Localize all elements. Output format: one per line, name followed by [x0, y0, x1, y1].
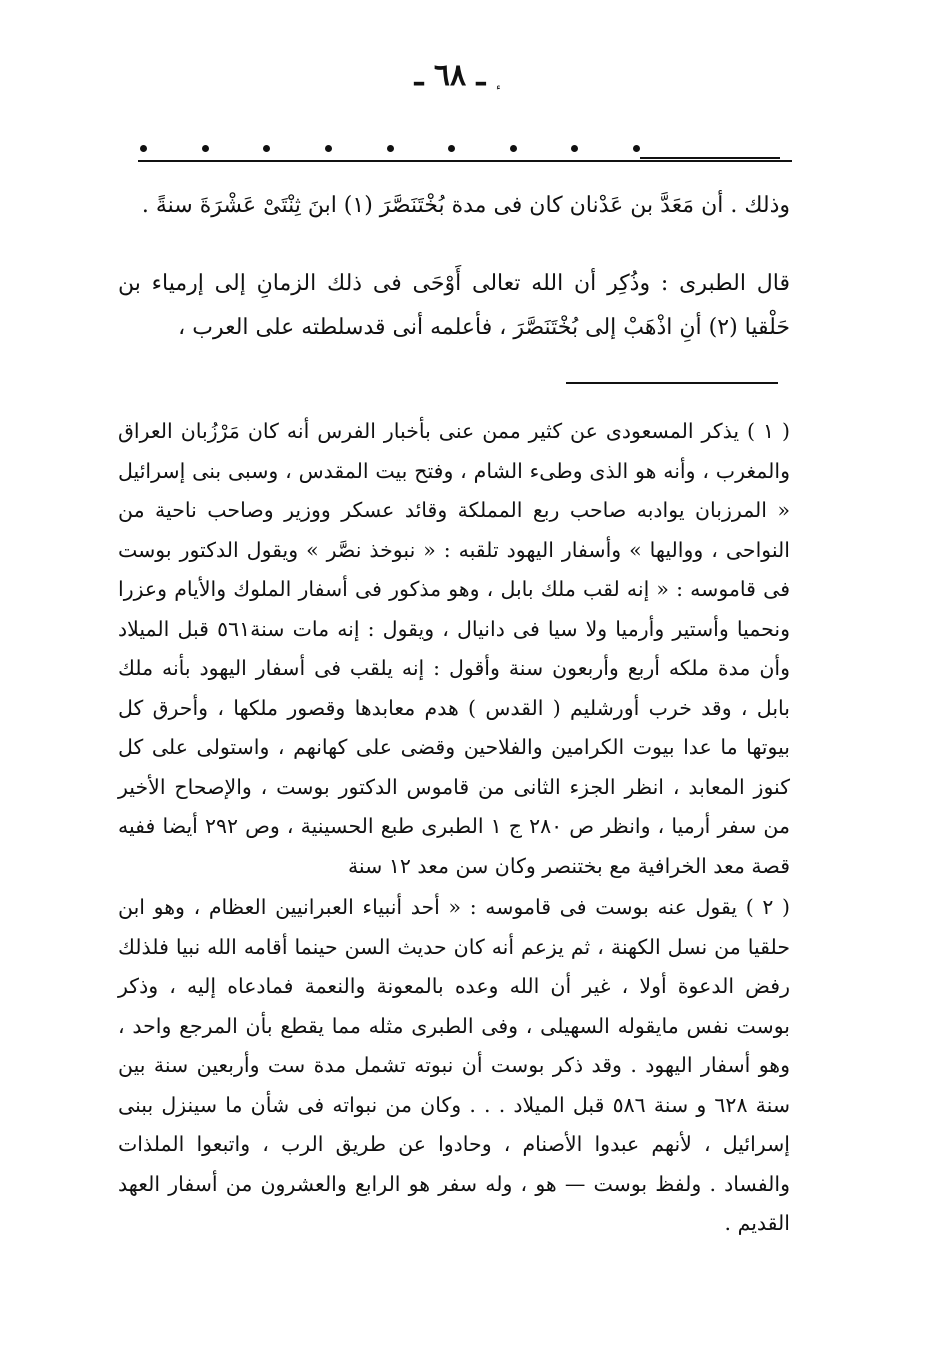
footnote-separator — [566, 382, 778, 384]
dot — [325, 145, 332, 152]
ellipsis-dots-separator — [140, 136, 640, 160]
dot — [571, 145, 578, 152]
dot — [263, 145, 270, 152]
page-number: ـ ٦٨ ـ — [414, 58, 486, 93]
dot — [387, 145, 394, 152]
dot — [510, 145, 517, 152]
main-paragraph-1: وذلك . أن مَعَدَّ بن عَدْنان كان فى مدة بُخْتَنَصَّرَ (١) ابنَ ثِنْتَىْ عَشْرَةَ سنةً . — [141, 193, 790, 218]
footnotes-section — [118, 412, 790, 1244]
footnote-1: ( ١ ) يذكر المسعودى عن كثير ممن عنى بأخبار الفرس أنه كان مَرْزُبان العراق والمغرب ، وأنه هو الذى وطىء الشام ، وفتح بيت المقدس ، وسبى بنى إسرائيل « المرزبان يوادبه صاحب ربع المملكة وقائد عسكر ووزير وصاحب ناحية من النواحى ، وواليها » وأسفار اليهود تلقبه : « نبوخذ نصَّر » ويقول الدكتور بوست فى قاموسه : « إنه لقب ملك بابل ، وهو مذكور فى أسفار الملوك والأيام وعزرا ونحميا وأستير وأرميا ولا سيا فى دانيال ، ويقول : إنه مات سنة٥٦١ قبل الميلاد وأن مدة ملكه أربع وأربعون سنة وأقول : إنه يلقب فى أسفار اليهود بأنه ملك بابل ، وقد خرب أورشليم ( القدس ) هدم معابدها وقصور ملكها ، وأحرق كل بيوتها ما عدا بيوت الكرامين والفلاحين وقضى على كهانهم ، واستولى على كل كنوز المعابد ، انظر الجزء الثانى من قاموس الدكتور بوست ، والإصحاح الأخير من سفر أرميا ، وانظر ص ٢٨٠ ج ١ الطبرى طبع الحسينية ، وص ٢٩٢ أيضا ففيه قصة معد الخرافية مع بختنصر وكان سن معد ١٢ سنة — [118, 419, 791, 878]
footnote-2: ( ٢ ) يقول عنه بوست فى قاموسه : « أحد أنبياء العبرانيين العظام ، وهو ابن حلقيا من نسل الكهنة ، ثم يزعم أنه كان حديث السن حينما أقامه الله نبيا فلذلك رفض الدعوة أولا ، غير أن الله وعده بالمعونة والنعمة فمادعاه إليه ، وذكر بوست نفس مايقوله السهيلى ، وفى الطبرى مثله مما يقطع بأن المرجع واحد ، وهو أسفار اليهود . وقد ذكر بوست أن نبوته تشمل مدة ست وأربعين سنة بين سنة ٦٢٨ و سنة ٥٨٦ قبل الميلاد . . . وكان من نبواته فى شأن ما سينزل ببنى إسرائيل ، لأنهم عبدوا الأصنام ، وحادوا عن طريق الرب ، واتبعوا الملذات والفساد . ولفظ بوست — هو ، وله سفر هو الرابع والعشرون من أسفار العهد القديم . — [118, 895, 791, 1235]
dot — [202, 145, 209, 152]
dot — [633, 145, 640, 152]
dot — [140, 145, 147, 152]
main-paragraph-2: قال الطبرى : وذُكِر أن الله تعالى أَوْحَى فى ذلك الزمانِ إلى إرمياء بن حَلْقيا (٢) أنِ اذْهَبْ إلى بُخْتَنَصَّرَ ، فأعلمه أنى قدسلطته على العرب ، — [118, 271, 790, 340]
dot — [448, 145, 455, 152]
separator-line — [138, 160, 792, 162]
separator-line — [640, 157, 780, 159]
